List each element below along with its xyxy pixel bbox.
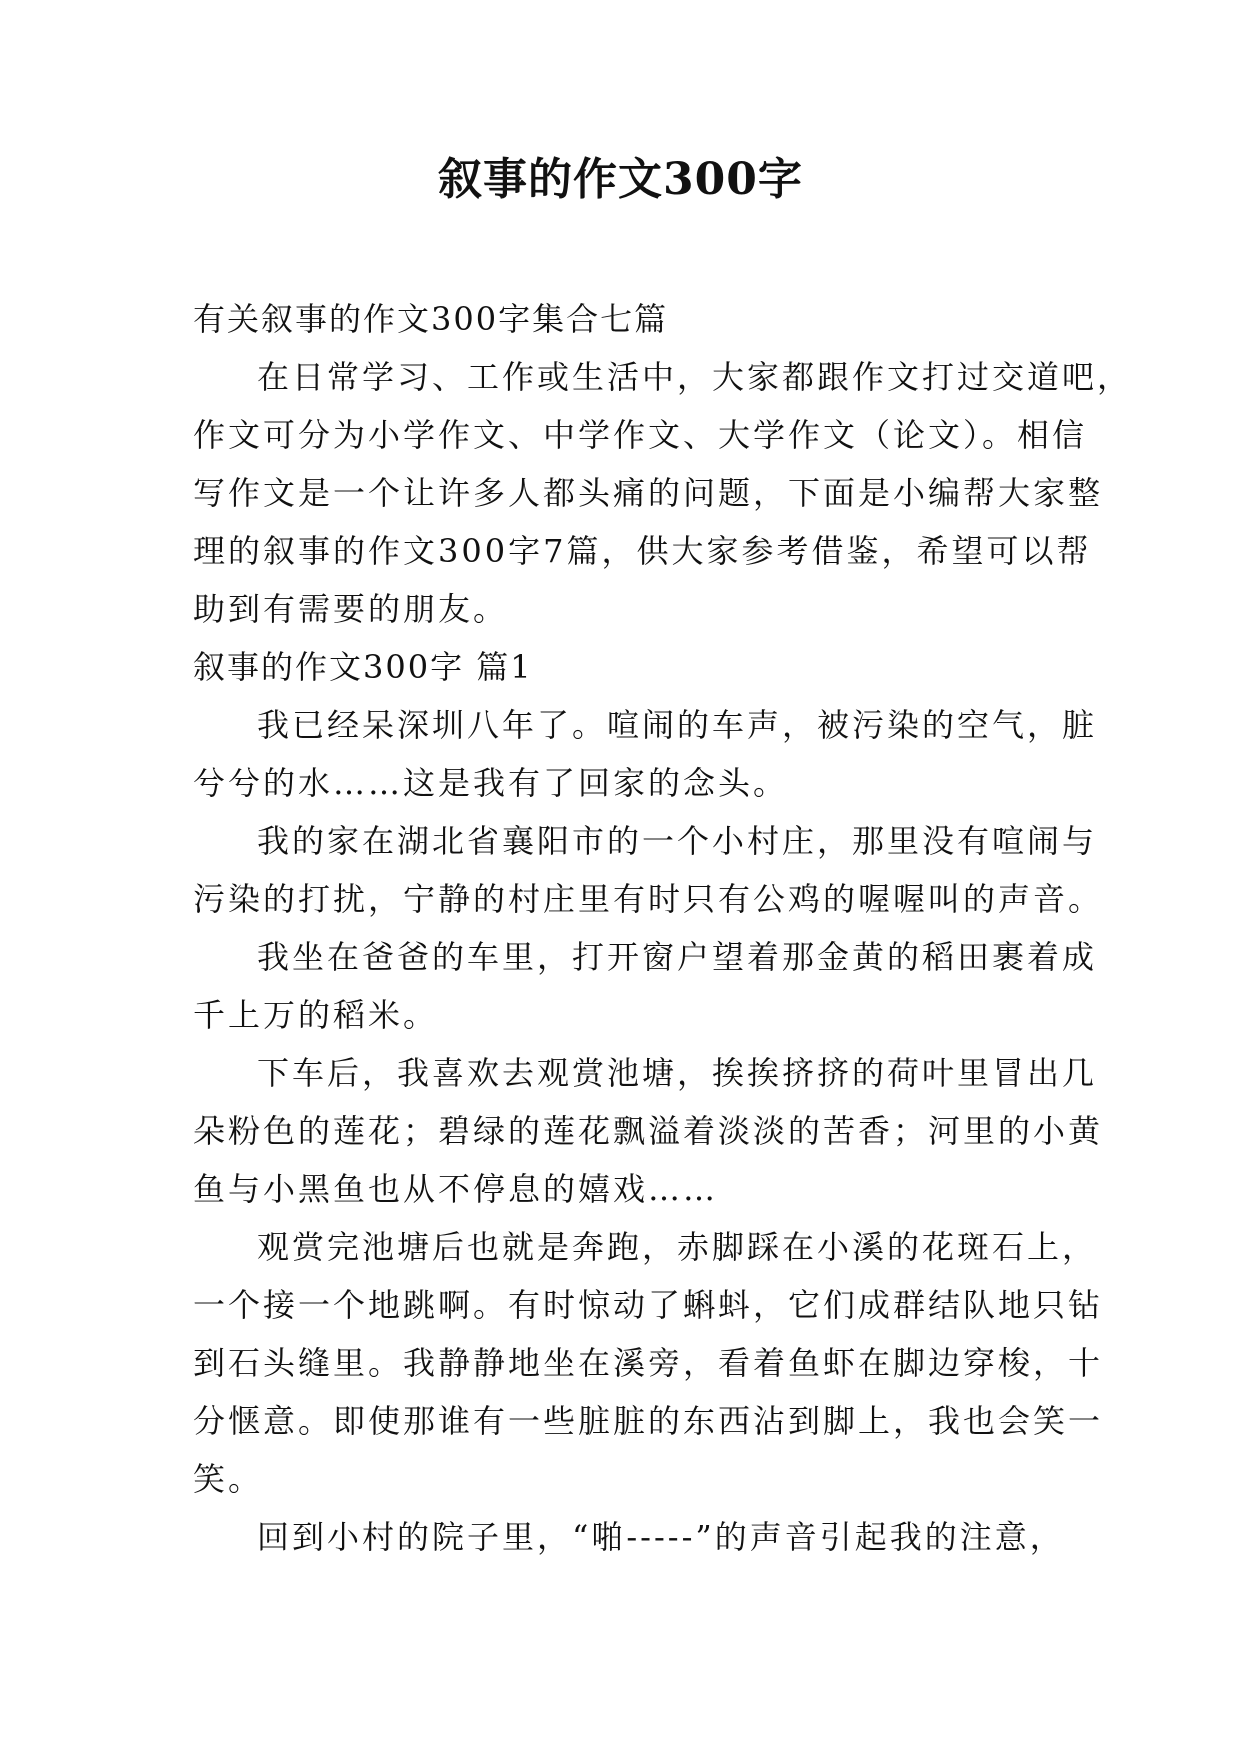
paragraph-line: 笑。	[193, 1460, 264, 1498]
paragraph-line: 朵粉色的莲花；碧绿的莲花飘溢着淡淡的苦香；河里的小黄	[193, 1112, 1104, 1150]
section-heading: 叙事的作文300字 篇1	[193, 648, 533, 686]
document-body	[193, 290, 1133, 1566]
paragraph-line: 写作文是一个让许多人都头痛的问题，下面是小编帮大家整	[193, 474, 1104, 512]
paragraph-line: 我坐在爸爸的车里，打开窗户望着那金黄的稻田裹着成	[257, 938, 1098, 976]
paragraph-line: 鱼与小黑鱼也从不停息的嬉戏……	[193, 1170, 719, 1208]
paragraph-line: 助到有需要的朋友。	[193, 590, 509, 628]
paragraph-line: 污染的打扰，宁静的村庄里有时只有公鸡的喔喔叫的声音。	[193, 880, 1104, 918]
paragraph-line: 兮兮的水……这是我有了回家的念头。	[193, 764, 789, 802]
paragraph-line: 下车后，我喜欢去观赏池塘，挨挨挤挤的荷叶里冒出几	[257, 1054, 1098, 1092]
paragraph-line: 一个接一个地跳啊。有时惊动了蝌蚪，它们成群结队地只钻	[193, 1286, 1104, 1324]
paragraph-line: 在日常学习、工作或生活中，大家都跟作文打过交道吧，	[257, 358, 1133, 396]
subtitle-line: 有关叙事的作文300字集合七篇	[193, 300, 669, 338]
document-title: 叙事的作文300字	[438, 154, 803, 205]
paragraph-line: 千上万的稻米。	[193, 996, 439, 1034]
paragraph-line: 作文可分为小学作文、中学作文、大学作文（论文）。相信	[193, 416, 1088, 454]
paragraph-line: 我已经呆深圳八年了。喧闹的车声，被污染的空气，脏	[257, 706, 1098, 744]
paragraph-line: 到石头缝里。我静静地坐在溪旁，看着鱼虾在脚边穿梭，十	[193, 1344, 1104, 1382]
paragraph-line: 回到小村的院子里，“啪-----”的声音引起我的注意，	[257, 1518, 1065, 1556]
paragraph-line: 分惬意。即使那谁有一些脏脏的东西沾到脚上，我也会笑一	[193, 1402, 1104, 1440]
paragraph-line: 我的家在湖北省襄阳市的一个小村庄，那里没有喧闹与	[257, 822, 1098, 860]
paragraph-line: 观赏完池塘后也就是奔跑，赤脚踩在小溪的花斑石上，	[257, 1228, 1098, 1266]
paragraph-line: 理的叙事的作文300字7篇，供大家参考借鉴，希望可以帮	[193, 532, 1092, 570]
